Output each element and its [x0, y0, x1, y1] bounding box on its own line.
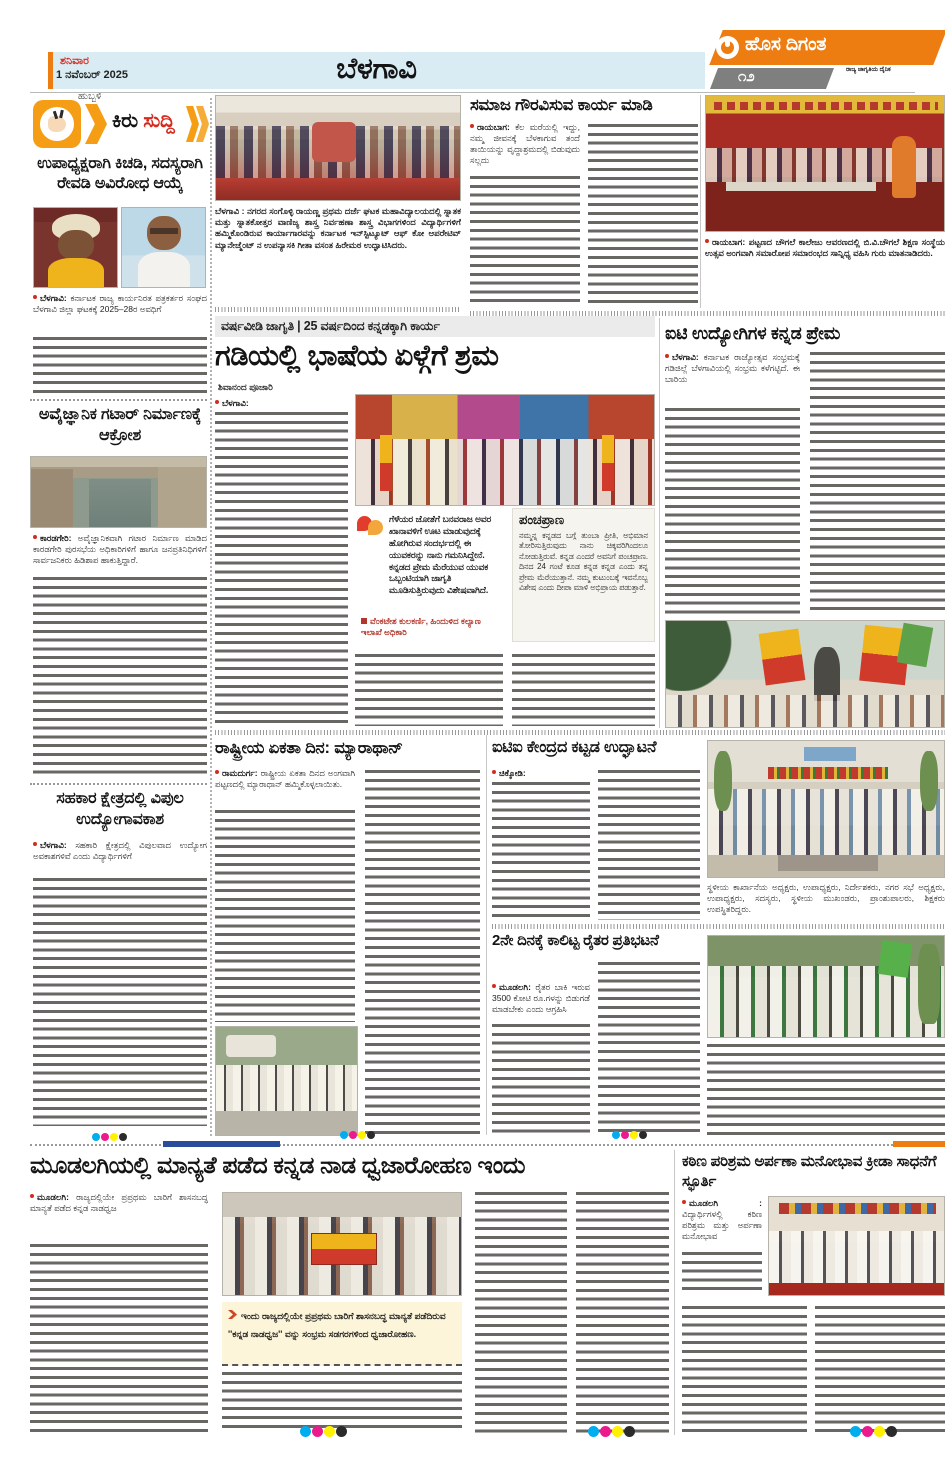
panchaprana-title: ಪಂಚಪ್ರಾಣ: [519, 512, 564, 527]
workshop-ceremony-photo: [215, 95, 461, 201]
dateline: ಕಾರಡಗೇರಿ:: [33, 533, 71, 543]
header-date: 1 ನವೆಂಬರ್ 2025: [56, 69, 129, 81]
lede-text: ಕರ್ನಾಟಕ ರಾಜ್ಯ ಕಾರ್ಯನಿರತ ಪತ್ರಕರ್ತರ ಸಂಘದ ಬೆಳಗಾವಿ ಜಿಲ್ಲಾ ಘಟಕಕ್ಕೆ 2025–28ರ ಅವಧಿಗೆ: [33, 293, 207, 315]
marathon-lede: [215, 768, 355, 808]
marathon-headline: ರಾಷ್ಟ್ರೀಯ ಏಕತಾ ದಿನ: ಮ್ಯಾರಾಥಾನ್: [215, 739, 403, 757]
page-number: ೧೨: [738, 68, 755, 85]
farmers-lede: [492, 982, 590, 1022]
lede-text: ಕೆಲ ಮರೆಯಲ್ಲಿ ಇದ್ದು, ನಮ್ಮ ಜೀವನಕ್ಕೆ ಬೆಳಕಾಗುವ ತಂದೆ ತಾಯಿಯನ್ನು ವೃದ್ಧಾಶ್ರಮದಲ್ಲಿ ಬಿಡುವುದು ಸಲ್ಲದು: [470, 122, 580, 166]
rule-main-right: [659, 318, 660, 728]
sports-lede: [682, 1198, 762, 1250]
panchaprana-text: ನಮ್ಮನ್ನ ಕನ್ನಡದ ಬಗ್ಗೆ ತುಂಬಾ ಪ್ರೀತಿ, ಅಭಿಮಾನ ತೋರಿಸುತ್ತಿರುವುದು ನಾನು ಚಿಕ್ಕವರಿಗಿಂದಲೂ ನೋಡುತ್ತಿರುವೆ. ಕನ್ನಡ ಎಂದರೆ ಅವನಿಗೆ ಪಂಚಪ್ರಾಣ. ದಿನದ 24 ಗಂಟೆ ಕೂಡ ಕನ್ನಡ ಕನ್ನಡ ಎಂದು ತನ್ನ ಪ್ರೇಮ ಮೆರೆಯುತ್ತಾನೆ. ನಮ್ಮ ಕುಟುಂಬಕ್ಕೆ ಇವನೊಬ್ಬ ವಿಶೇಷ ಎಂದು ದೀಪಾ ಮಾಳಿ ಅಭಿಪ್ರಾಯ ಪಡುತ್ತಾರೆ.: [519, 530, 648, 593]
chevron-icon: [186, 106, 199, 142]
separator-ticks: [215, 730, 945, 735]
it-story-lede: [665, 352, 800, 406]
rule-topband-1: [700, 95, 701, 308]
leftrail-story1-lede: [33, 293, 207, 335]
dateline: ಮೂಡಲಗಿ:: [30, 1192, 69, 1202]
page-number-plate: [710, 68, 834, 89]
square-bullet-icon: [361, 618, 367, 624]
separator-orange-bar: [893, 1141, 945, 1147]
flag-hoist-headline: ಮೂಡಲಗಿಯಲ್ಲಿ ಮಾನ್ಯತೆ ಪಡೆದ ಕನ್ನಡ ನಾಡ ಧ್ವಜಾರೋಹಣ ಇಂದು: [30, 1152, 526, 1178]
main-byline: ಶಿವಾನಂದ ಪೂಜಾರಿ: [218, 382, 273, 392]
society-article-lede: [470, 122, 580, 174]
lede-text: ರಾಷ್ಟ್ರೀಯ ಏಕತಾ ದಿನದ ಅಂಗವಾಗಿ ಪಟ್ಟಣದಲ್ಲಿ ಮ್ಯಾರಾಥಾನ್ ಹಮ್ಮಿಕೊಳ್ಳಲಾಯಿತು.: [215, 768, 355, 790]
flag-hoist-col4-bodytext: [576, 1192, 669, 1434]
highlight-box: [222, 1302, 462, 1366]
it-story-col2-bodytext: [810, 352, 945, 614]
rule-leftrail: [210, 98, 212, 1136]
lede-text: ರೈತರ ಬಾಕಿ ಇರುವ 3500 ಕೋಟಿ ರೂ.ಗಳನ್ನು ಬಿಡುಗಡೆ ಮಾಡಬೇಕು ಎಂದು ಆಗ್ರಹಿಸಿ: [492, 982, 590, 1015]
farmers-headline: 2ನೇ ದಿನಕ್ಕೆ ಕಾಲಿಟ್ಟ ರೈತರ ಪ್ರತಿಭಟನೆ: [492, 932, 659, 949]
sports-col2-bodytext: [682, 1306, 807, 1434]
leftrail-story1-headline: ಉಪಾಧ್ಯಕ್ಷರಾಗಿ ಕಿಚಡಿ, ಸದಸ್ಯರಾಗಿ ರೇವಡಿ ಅವಿರೋಧ ಆಯ್ಕೆ: [37, 155, 203, 192]
dateline: ಮೂಡಲಗಿ:: [492, 982, 531, 992]
marathon-col2-bodytext: [365, 770, 480, 1136]
society-article-col1-bodytext: [470, 176, 580, 304]
lede-text: ವಿದ್ಯಾರ್ಥಿಗಳಲ್ಲಿ ಕಠಿಣ ಪರಿಶ್ರಮ ಮತ್ತು ಅರ್ಪಣಾ ಮನೋಭಾವ: [682, 1209, 762, 1242]
dateline: ರಾಮದುರ್ಗ:: [215, 768, 258, 778]
rule-band3: [486, 735, 487, 1135]
sports-col3-bodytext: [815, 1306, 945, 1434]
flag-hoist-below-box-bodytext: [222, 1372, 462, 1432]
sports-col1-bodytext: [682, 1252, 762, 1296]
print-registration-marks: [588, 1424, 636, 1442]
farmers-below-photo-bodytext: [707, 1044, 945, 1136]
print-registration-marks: [300, 1424, 348, 1442]
dateline: ಬೆಳಗಾವಿ:: [665, 352, 699, 362]
chevron-icon: [85, 104, 107, 144]
flag-hoist-lede: [30, 1192, 208, 1242]
highlight-text: ಇಂದು ರಾಜ್ಯದಲ್ಲಿಯೇ ಪ್ರಪ್ರಥಮ ಬಾರಿಗೆ ಶಾಸನಬದ್ಧ ಮಾನ್ಯತೆ ಪಡೆದಿರುವ ''ಕನ್ನಡ ನಾಡಧ್ವಜ'' ವನ್ನು ಸಂಭ್ರಮ ಸಡಗರಗಳಿಂದ ಧ್ವಜಾರೋಹಣ.: [228, 1311, 446, 1339]
panchaprana-box: [512, 508, 655, 642]
society-article-headline: ಸಮಾಜ ಗೌರವಿಸುವ ಕಾರ್ಯ ಮಾಡಿ: [470, 96, 653, 114]
marathon-col1-bodytext: [215, 810, 355, 1022]
drain-street-photo: [30, 456, 207, 528]
pointer-icon: [228, 1310, 238, 1319]
flag-hoist-col3-bodytext: [475, 1192, 567, 1434]
leftrail-story3-lede: [33, 840, 207, 876]
farmers-col2-bodytext: [598, 962, 700, 1136]
it-story-headline: ಐಟಿ ಉದ್ಯೋಗಿಗಳ ಕನ್ನಡ ಪ್ರೇಮ: [665, 323, 841, 343]
dateline: ರಾಯಬಾಗ:: [705, 237, 745, 247]
page-title: ಬೆಳಗಾವಿ: [336, 53, 417, 85]
dateline: ಬೆಳಗಾವಿ:: [33, 293, 67, 303]
leftrail-story2-lede: [33, 533, 207, 575]
lede-text: ಅವೈಜ್ಞಾನಿಕವಾಗಿ ಗಟಾರ ನಿರ್ಮಾಣ ಮಾಡಿದ ಕಾರಡಗೇರಿ ಪುರಸಭೆಯ ಅಧಿಕಾರಿಗಳಿಗೆ ಹಾಗೂ ಜನಪ್ರತಿನಿಧಿಗಳಿಗೆ ಸಾರ್ವಜನಿಕರು ಹಿಡಿಶಾಪ ಹಾಕುತ್ತಿದ್ದಾರೆ.: [33, 533, 207, 566]
leftrail-story3-bodytext: [33, 878, 207, 1126]
dateline: ರಾಯಬಾಗ:: [470, 122, 510, 132]
rule-bottom: [674, 1150, 675, 1435]
section-kiru-suddi: [112, 110, 175, 132]
separator: [30, 783, 207, 785]
main-col2-bodytext: [355, 654, 503, 726]
dateline: ಬೆಳಗಾವಿ:: [33, 840, 67, 850]
sports-headline: ಕಠಿಣ ಪರಿಶ್ರಮ ಅರ್ಪಣಾ ಮನೋಭಾವ ಕ್ರೀಡಾ ಸಾಧನೆಗೆ ಸ್ಫೂರ್ತಿ: [682, 1153, 937, 1190]
flag-handover-photo: [222, 1192, 462, 1296]
iti-photo-caption: ಸ್ಥಳೀಯ ಕಾರ್ಖಾನೆಯ ಅಧ್ಯಕ್ಷರು, ಉಪಾಧ್ಯಕ್ಷರು, ನಿರ್ದೇಶಕರು, ನಗರ ಸಭೆ ಅಧ್ಯಕ್ಷರು, ಉಪಾಧ್ಯಕ್ಷರು, ಸದಸ್ಯರು, ಸ್ಥಳೀಯ ಮುಖಂಡರು, ಪ್ರಾಂಶುಪಾಲರು, ಶಿಕ್ಷಕರು ಉಪಸ್ಥಿತರಿದ್ದರು.: [707, 882, 945, 915]
leftrail-story2-bodytext: [33, 577, 207, 777]
kannada-flags-photo: [665, 620, 945, 728]
leftrail-story2-headline: ಅವೈಜ್ಞಾನಿಕ ಗಟಾರ್ ನಿರ್ಮಾಣಕ್ಕೆ ಆಕ್ರೋಶ: [38, 406, 202, 444]
sports-team-photo: [768, 1196, 945, 1296]
header-edition: ಹುಬ್ಬಳಿ: [78, 91, 102, 102]
farmers-col1-bodytext: [492, 1024, 590, 1136]
dateline: ಮೂಡಲಗಿ :: [682, 1198, 762, 1208]
main-col1-bodytext: [215, 412, 348, 726]
iti-headline: ಐಟಿಐ ಕೇಂದ್ರದ ಕಟ್ಟಡ ಉದ್ಘಾಟನೆ: [492, 739, 657, 756]
main-kicker: ವರ್ಷವೀಡಿ ಜಾಗೃತಿ | 25 ವರ್ಷದಿಂದ ಕನ್ನಡಕ್ಕಾಗಿ ಕಾರ್ಯ: [221, 319, 440, 333]
iti-building-photo: [707, 740, 945, 878]
lede-text: ರಾಜ್ಯದಲ್ಲಿಯೇ ಪ್ರಪ್ರಥಮ ಬಾರಿಗೆ ಶಾಸನಬದ್ಧ ಮಾನ್ಯತೆ ಪಡೆದ ಕನ್ನಡ ನಾಡಧ್ವಜ: [30, 1192, 208, 1214]
dateline: ಚಿಕ್ಕೋಡಿ:: [492, 768, 526, 778]
separator: [30, 399, 207, 401]
print-registration-marks: [340, 1126, 376, 1144]
lede-text: ಕರ್ನಾಟಕ ರಾಜ್ಯೋತ್ಸವ ಸಂಭ್ರಮಕ್ಕೆ ಗಡಿಜಿಲ್ಲೆ ಬೆಳಗಾವಿಯಲ್ಲಿ ಸಂಭ್ರಮ ಕಳೆಗಟ್ಟಿದೆ. ಈ ಬಾರಿಯ: [665, 352, 800, 385]
garlanded-activists-photo: [355, 394, 655, 506]
main-col3-bodytext: [512, 654, 655, 726]
section-word-2: ಸುದ್ದಿ: [143, 110, 175, 132]
main-kicker-strip: [215, 316, 655, 337]
portrait-photo-glasses-man: [121, 207, 206, 288]
portrait-photo-turban-man: [33, 207, 118, 288]
brand-name: ಹೊಸ ದಿಗಂತ: [745, 34, 827, 55]
main-headline: ಗಡಿಯಲ್ಲಿ ಭಾಷೆಯ ಏಳ್ಗೆಗೆ ಶ್ರಮ: [215, 340, 499, 372]
quote-icon: [368, 520, 383, 535]
society-article-col2-bodytext: [588, 124, 698, 304]
pull-quote-block: [355, 512, 503, 648]
pull-quote-attribution: ವೆಂಕಟೇಶ ಕುಲಕರ್ಣಿ, ಹಿಂದುಳಿದ ಕಲ್ಯಾಣ ಇಲಾಖೆ ಅಧಿಕಾರಿ: [361, 616, 481, 638]
hand-snap-icon: [40, 107, 74, 141]
lede-text: ಸಹಕಾರಿ ಕ್ಷೇತ್ರದಲ್ಲಿ ವಿಪುಲವಾದ ಉದ್ಯೋಗ ಅವಕಾಶಗಳಿವೆ ಎಂದು ವಿದ್ಯಾರ್ಥಿಗಳಿಗೆ: [33, 840, 207, 862]
pull-quote-text: ಗೆಳೆಯರ ಜೋತೆಗೆ ಬನವರಾಜ ಅವರ ಖಾನಾವಳಿಗೆ ಊಟ ಮಾಡುವುದಕ್ಕೆ ಹೋಗಿರುವ ಸಂದರ್ಭದಲ್ಲಿ ಈ ಯುವಕರನ್ನು ನಾನು ಗಮನಿಸಿದ್ದೇನೆ. ಕನ್ನಡದ ಪ್ರೇಮ ಮೆರೆಯುವ ಯುವಕ ಒಬ್ಬಂಟಿಯಾಗಿ ಜಾಗೃತಿ ಮೂಡಿಸುತ್ತಿರುವುದು ವಿಶೇಷವಾಗಿದೆ.: [389, 514, 492, 596]
it-story-col1-bodytext: [665, 408, 800, 614]
separator-blue-bar: [163, 1141, 280, 1147]
iti-col1-bodytext: [492, 782, 590, 920]
stage-event-photo: [705, 95, 945, 232]
marathon-runners-photo: [215, 1026, 358, 1136]
header-day: ಶನಿವಾರ: [60, 55, 89, 67]
farmers-protest-photo: [707, 935, 945, 1038]
workshop-photo-caption: ಬೆಳಗಾವಿ : ನಗರದ ಸಂಗೊಳ್ಳಿ ರಾಯಣ್ಣ ಪ್ರಥಮ ದರ್ಜೆ ಘಟಕ ಮಹಾವಿದ್ಯಾಲಯದಲ್ಲಿ ಸ್ನಾತಕ ಮತ್ತು ಸ್ನಾತಕೋತ್ತರ ವಾಣಿಜ್ಯ ಶಾಸ್ತ್ರ ನಿರ್ವಹಣಾ ಶಾಸ್ತ್ರ ವಿಭಾಗಗಳಿಂದ ವಿದ್ಯಾರ್ಥಿಗಳಿಗೆ ಹಮ್ಮಿಕೊಂಡಿರುವ ಕಾರ್ಯಾಗಾರವನ್ನು ಕರ್ನಾಟಕ ಇನ್‌ಸ್ಟಿಟ್ಯೂಟ್ ಆಫ್ ಕೋ ಆಪರೇಟಿವ್ ಮ್ಯಾನೇಜ್ಮೆಂಟ್ ನ ಉಪನ್ಯಾಸಕಿ ಗೀತಾ ವಸಂತ ಹಿರೇಮಠ ಉದ್ಘಾಟಿಸಿದರು.: [215, 206, 461, 250]
dateline: ಬೆಳಗಾವಿ:: [215, 398, 249, 408]
separator-ticks: [492, 924, 945, 929]
brand-tagline: ರಾಜ್ಯ ಜಾಗೃತಿಯ ದೈನಿಕ: [846, 67, 891, 73]
brand-logo-mark-icon: [716, 36, 739, 59]
stage-photo-caption: [705, 237, 945, 305]
flag-hoist-col1-bodytext: [30, 1244, 208, 1434]
print-registration-marks: [850, 1424, 898, 1442]
separator-ticks: [215, 307, 461, 312]
leftrail-story1-bodytext: [33, 337, 207, 395]
kiru-suddi-badge: [33, 100, 81, 148]
caption-text: ಪಟ್ಟಣದ ಚೌಗಲೆ ಕಾಲೇಜು ಆವರಣದಲ್ಲಿ ಬಿ.ವಿ.ಚೌಗಲೆ ಶಿಕ್ಷಣ ಸಂಸ್ಥೆಯ ಉತ್ಸವ ಅಂಗವಾಗಿ ಸಮಾರೋಪ ಸಮಾರಂಭದ ಸಾನ್ನಿಧ್ಯ ವಹಿಸಿ ಗುರು ಮಾತನಾಡಿದರು.: [705, 237, 945, 259]
section-word-1: ಕಿರು: [112, 110, 138, 132]
header-rule: [30, 92, 915, 93]
iti-col2-bodytext: [598, 770, 700, 920]
print-registration-marks: [612, 1126, 648, 1144]
leftrail-story3-headline: ಸಹಕಾರ ಕ್ಷೇತ್ರದಲ್ಲಿ ವಿಪುಲ ಉದ್ಯೋಗಾವಕಾಶ: [56, 790, 184, 828]
